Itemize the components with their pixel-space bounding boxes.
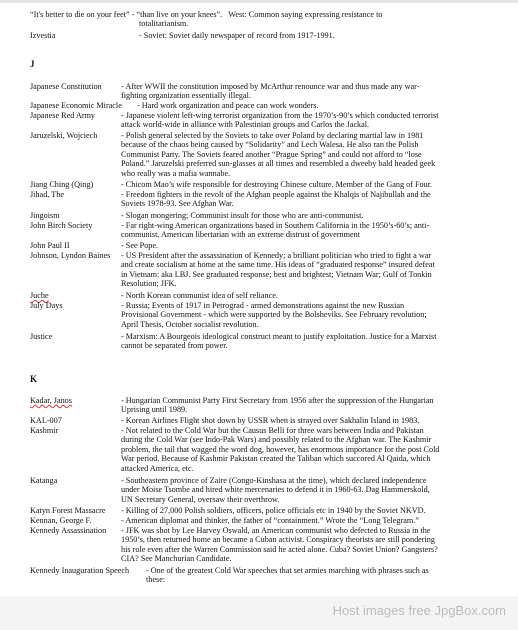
entry-term: Jihad, The (30, 190, 64, 199)
entry-term: Johnson, Lyndon Baines (30, 251, 111, 260)
entry-definition: - Hard work organization and peace can work wonders. (137, 101, 319, 110)
entry-definition: - See Pope. (121, 241, 159, 250)
entry-definition: - Slogan mongering; Communist insult for those who are anti-communist. (121, 211, 364, 220)
entry-term: John Paul II (30, 241, 70, 250)
glossary-entry (30, 10, 382, 19)
entry-term: Jiang Ching (Qing) (30, 180, 94, 189)
entry-definition: - US President after the assassination of Kennedy; a brilliant politician who tried to fight a war and create socialism at home at the same time. His ideas of “graduated response” insured defeat in Vietnam: aka LBJ. See graduated response; best and brightest; Vietnam War; Gulf of Tonkin Resolution; JFK. (121, 251, 435, 289)
entry-definition: - Russia; Events of 1917 in Petrograd - armed demonstrations against the new Russian Provisional Government - which were supported by the Bolsheviks. See February revolution; April Thesis, October socialist revolution. (121, 301, 427, 329)
entry-definition-continued: totalitarianism. (139, 19, 189, 29)
entry-definition: - Killing of 27,000 Polish soldiers, officers, police officials etc in 1940 by the Soviet NKVD. (121, 506, 426, 515)
entry-definition: - JFK was shot by Lee Harvey Oswald, an American communist who defected to Russia in the 1950’s, then returned home an became a Cuban activist. Conspiracy theorists are still pondering his role even after the Warren Commission said he acted alone. Cuba? Soviet Union? Gangsters? CIA? See Manchurian Candidate. (121, 526, 438, 564)
entry-term: July Days (30, 301, 63, 310)
entry-definition: - North Korean communist idea of self reliance. (121, 291, 278, 300)
section-header-k: K (30, 374, 38, 384)
entry-term: Japanese Constitution (30, 82, 102, 91)
entry-term: Kashmir (30, 426, 59, 435)
entry-term: Katyn Forest Massacre (30, 506, 106, 515)
entry-definition: - Soviet: Soviet daily newspaper of record from 1917-1991. (139, 31, 335, 40)
entry-definition: - Marxism: A Bourgeois ideological construct meant to justify exploitation. Justice for a Marxist cannot be separated from power. (121, 332, 437, 351)
entry-definition: West: Common saying expressing resistance to (228, 10, 383, 19)
entry-term: Jaruzelski, Wojciech (30, 131, 98, 140)
entry-term: Katanga (30, 476, 58, 485)
entry-term: Jingoism (30, 211, 60, 220)
entry-term: Juche (30, 291, 49, 300)
entry-definition: - After WWII the constitution imposed by McArthur renounce war and thus made any war- fighting organization essentially illegal. (121, 82, 420, 101)
entry-definition: - Southeastern province of Zaire (Congo-Kinshasa at the time), which declared independence under Moise Tsombe and hired white mercenaries to defend it in 1960-63. Dag Hammerskold, UN Secretary General, oversaw their overthrow. (121, 476, 430, 504)
watermark-text: Host images free JpgBox.com (332, 603, 506, 618)
entry-term: John Birch Society (30, 221, 93, 230)
entry-term: Japanese Economic Miracle (30, 101, 122, 110)
entry-definition: - Korean Airlines Flight shot down by USSR when is strayed over Sakhalin Island in 1983. (121, 416, 420, 425)
entry-definition: - One of the greatest Cold War speeches that set armies marching with phrases such as these: (146, 566, 429, 585)
entry-term: Izvestia (30, 31, 56, 40)
entry-definition: - Polish general selected by the Soviets to take over Poland by declaring martial law in 1981 because of the chaos being caused by “Solidarity” and Lech Walesa. He also ran the Polish Communist Party. The Soviets feared another “Prague Spring” and could not afford to “lose Poland.” Jaruzelski preferred sun-glasses at all times and resembled a dweeby bald headed geek who really was a mafia wannabe. (121, 131, 436, 178)
entry-definition: - Freedom fighters in the revolt of the Afghan people against the Khalqis of Najibullah and the Soviets 1978-93. See Afghan War. (121, 190, 431, 209)
entry-term: Kennan, George F. (30, 516, 92, 525)
entry-term: Kadar, Janos (30, 396, 72, 405)
window-top-edge (0, 0, 518, 3)
entry-term: Kennedy Assassination (30, 526, 107, 535)
entry-definition: - Not related to the Cold War but the Causus Belli for three wars between India and Pakistan during the Cold War (see Indo-Pak Wars) and possibly related to the Afghan war. The Kashmir problem, the tail that wagged the word dog, however, has enormous importance for the post Cold War period. Because of Kashmir Pakistan created the Taliban which succored Al Qaida, which attacked America, etc. (121, 426, 440, 473)
entry-term: “It's better to die on your feet” - “than live on your knees”. (30, 10, 223, 19)
entry-definition: - American diplomat and thinker, the father of “containment.” Wrote the “Long Telegram.” (121, 516, 419, 525)
entry-term: Kennedy Inauguration Speech (30, 566, 130, 575)
entry-definition: - Japanese violent left-wing terrorist organization from the 1970’s-90’s which conducted terrorist attack world-wide in alliance with Palestinian groups and Carlos the Jackal. (121, 111, 439, 130)
entry-term: Justice (30, 332, 53, 341)
entry-definition: - Hungarian Communist Party First Secretary from 1956 after the suppression of the Hungarian Uprising until 1989. (121, 396, 434, 415)
entry-term: Japanese Red Army (30, 111, 96, 120)
entry-definition: - Chicom Mao’s wife responsible for destroying Chinese culture. Member of the Gang of Four. (121, 180, 433, 189)
section-header-j: J (30, 59, 35, 69)
entry-definition: - Far right-wing American organizations based in Southern California in the 1950’s-60’s; anti- communist, American libertarian with an extreme distrust of government (121, 221, 430, 240)
entry-term: KAL-007 (30, 416, 62, 425)
